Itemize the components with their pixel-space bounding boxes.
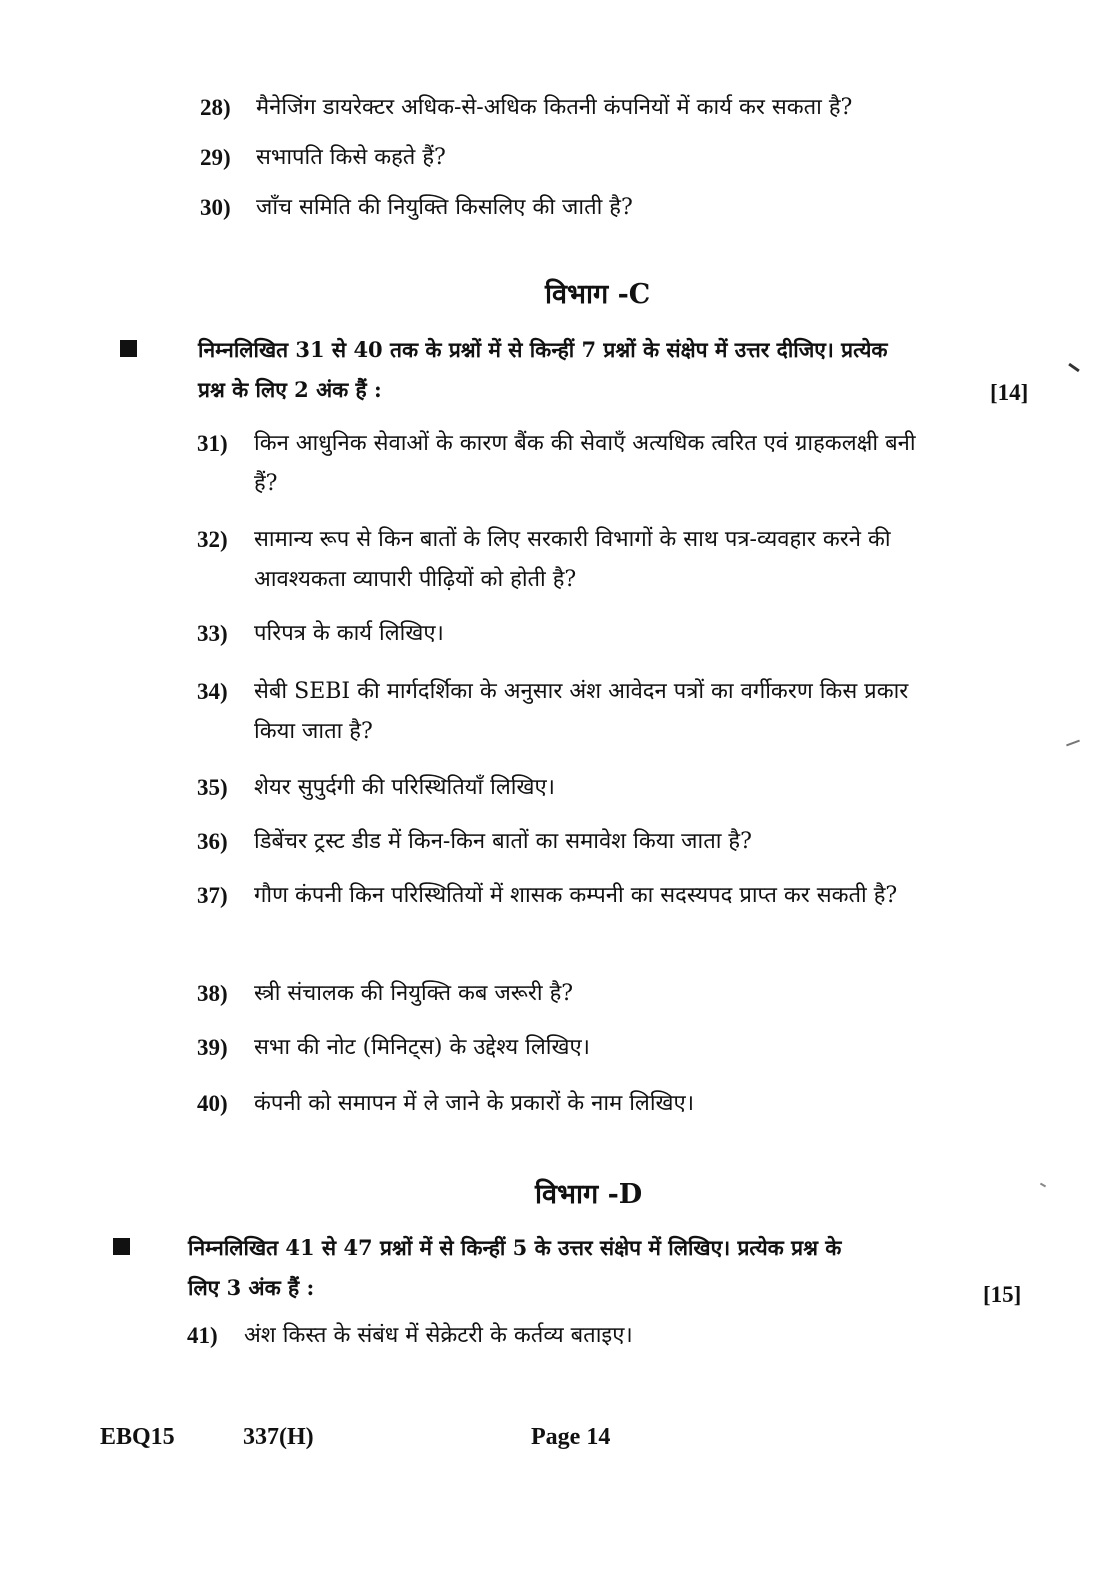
- question-number: 41): [187, 1323, 218, 1348]
- bullet-square-icon: [120, 340, 137, 357]
- question-35: [197, 768, 937, 808]
- question-text: सभापति किसे कहते हैं?: [256, 145, 446, 170]
- scan-speck: [1040, 1183, 1046, 1188]
- question-text: अंश किस्त के संबंध में सेक्रेटरी के कर्तव्य बताइए।: [244, 1323, 633, 1348]
- footer-paper-number: 337(H): [243, 1424, 314, 1450]
- section-c-title: विभाग -C: [545, 279, 651, 310]
- question-text: कंपनी को समापन में ले जाने के प्रकारों के नाम लिखिए।: [254, 1091, 695, 1116]
- footer-page-number: Page 14: [531, 1424, 611, 1450]
- scan-speck: [1066, 740, 1080, 747]
- question-32: [197, 520, 937, 600]
- question-28: [200, 88, 940, 128]
- question-number: 38): [197, 981, 228, 1006]
- question-number: 34): [197, 679, 228, 704]
- question-text: स्त्री संचालक की नियुक्ति कब जरूरी है?: [254, 981, 574, 1006]
- question-number: 35): [197, 775, 228, 800]
- question-number: 37): [197, 883, 228, 908]
- question-number: 39): [197, 1035, 228, 1060]
- question-number: 33): [197, 621, 228, 646]
- question-text: किन आधुनिक सेवाओं के कारण बैंक की सेवाएँ अत्यधिक त्वरित एवं ग्राहकलक्षी बनी हैं?: [254, 431, 916, 496]
- question-33: [197, 614, 937, 654]
- question-31: [197, 424, 937, 504]
- question-30: [200, 188, 940, 228]
- section-d-marks: [15]: [983, 1282, 1022, 1307]
- question-number: 36): [197, 829, 228, 854]
- section-c-marks: [14]: [990, 380, 1029, 405]
- question-text: जाँच समिति की नियुक्ति किसलिए की जाती है?: [256, 195, 633, 220]
- scan-speck: [1068, 363, 1080, 372]
- question-text: डिबेंचर ट्रस्ट डीड में किन-किन बातों का समावेश किया जाता है?: [254, 829, 752, 854]
- question-text: सामान्य रूप से किन बातों के लिए सरकारी विभागों के साथ पत्र-व्यवहार करने की आवश्यकता व्यापारी पीढ़ियों को होती है?: [254, 527, 891, 592]
- section-c-instruction: निम्नलिखित 31 से 40 तक के प्रश्नों में से किन्हीं 7 प्रश्नों के संक्षेप में उत्तर दीजिए। प्रत्येक प्रश्न के लिए 2 अंक हैं :: [198, 337, 888, 402]
- question-number: 31): [197, 431, 228, 456]
- footer-code: EBQ15: [100, 1424, 175, 1450]
- question-number: 30): [200, 195, 231, 220]
- bullet-square-icon: [113, 1238, 130, 1255]
- question-39: [197, 1028, 937, 1068]
- question-text: शेयर सुपुर्दगी की परिस्थितियाँ लिखिए।: [254, 775, 555, 800]
- question-text: सभा की नोट (मिनिट्स) के उद्देश्य लिखिए।: [254, 1035, 590, 1060]
- question-29: [200, 138, 940, 178]
- question-number: 32): [197, 527, 228, 552]
- question-36: [197, 822, 937, 862]
- question-text: गौण कंपनी किन परिस्थितियों में शासक कम्पनी का सदस्यपद प्राप्त कर सकती है?: [254, 883, 898, 908]
- question-number: 40): [197, 1091, 228, 1116]
- question-41: [187, 1316, 927, 1356]
- section-d-title: विभाग -D: [535, 1179, 643, 1210]
- question-38: [197, 974, 937, 1014]
- question-text: मैनेजिंग डायरेक्टर अधिक-से-अधिक कितनी कंपनियों में कार्य कर सकता है?: [256, 95, 853, 120]
- question-number: 28): [200, 95, 231, 120]
- question-text: परिपत्र के कार्य लिखिए।: [254, 621, 444, 646]
- question-37: [197, 876, 937, 956]
- section-d-instruction: निम्नलिखित 41 से 47 प्रश्नों में से किन्हीं 5 के उत्तर संक्षेप में लिखिए। प्रत्येक प्रश्न के लिए 3 अंक हैं :: [188, 1235, 842, 1300]
- question-34: [197, 672, 937, 752]
- question-40: [197, 1084, 937, 1124]
- question-text: सेबी SEBI की मार्गदर्शिका के अनुसार अंश आवेदन पत्रों का वर्गीकरण किस प्रकार किया जाता है?: [254, 679, 909, 744]
- question-number: 29): [200, 145, 231, 170]
